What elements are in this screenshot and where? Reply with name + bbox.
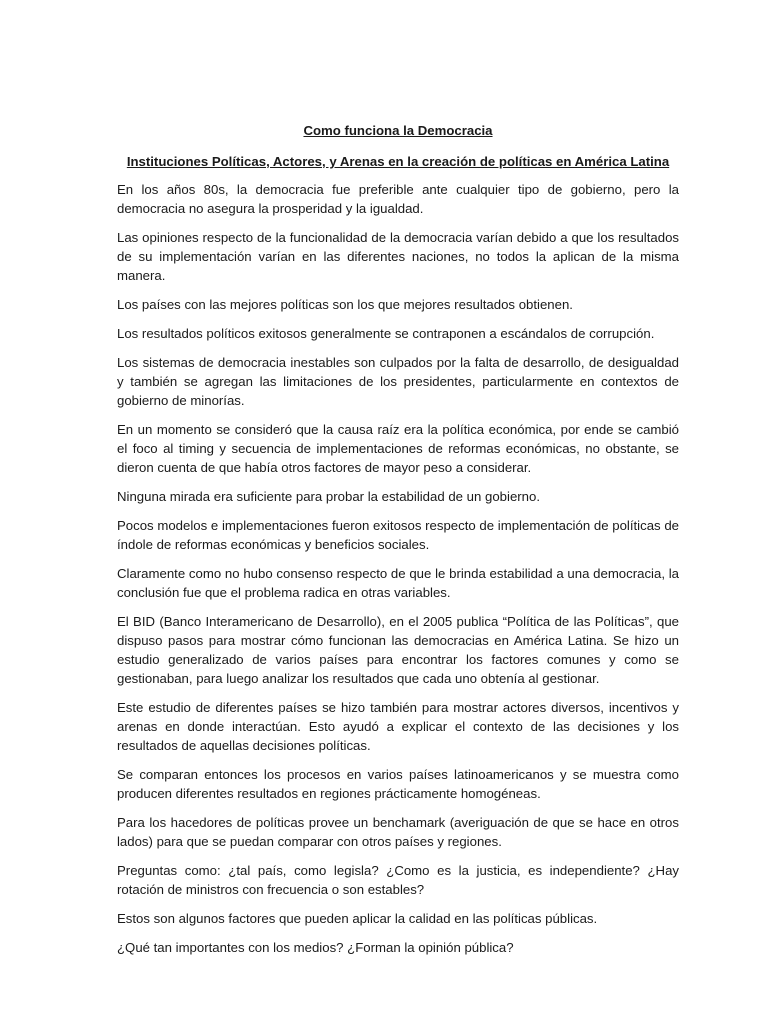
paragraph: Para los hacedores de políticas provee un benchamark (averiguación de que se hace en otros lados) para que se puedan comparar con otros países y regiones. [117,815,679,849]
document-body [117,121,679,967]
paragraph: Los países con las mejores políticas son los que mejores resultados obtienen. [117,297,573,312]
paragraph: Se comparan entonces los procesos en varios países latinoamericanos y se muestra como producen diferentes resultados en regiones prácticamente homogéneas. [117,767,679,801]
paragraph: ¿Qué tan importantes con los medios? ¿Forman la opinión pública? [117,940,514,955]
paragraph: En un momento se consideró que la causa raíz era la política económica, por ende se cambió el foco al timing y secuencia de implementaciones de reformas económicas, no obstante, se dieron cuenta de que había otros factores de mayor peso a considerar. [117,422,679,475]
document-title: Como funciona la Democracia [303,123,493,138]
paragraph: Ninguna mirada era suficiente para probar la estabilidad de un gobierno. [117,489,541,504]
paragraph: Los sistemas de democracia inestables son culpados por la falta de desarrollo, de desigualdad y también se agregan las limitaciones de los presidentes, particularmente en contextos de gobierno de minorías. [117,355,679,408]
paragraph: En los años 80s, la democracia fue preferible ante cualquier tipo de gobierno, pero la democracia no asegura la prosperidad y la igualdad. [117,182,679,216]
paragraph: El BID (Banco Interamericano de Desarrollo), en el 2005 publica “Política de las Políticas”, que dispuso pasos para mostrar cómo funcionan las democracias en América Latina. Se hizo un estudio generalizado de varios países para encontrar los factores comunes y como se gestionaban, para luego analizar los resultados que cada uno obtenía al gestionar. [117,614,679,686]
paragraph: Estos son algunos factores que pueden aplicar la calidad en las políticas públicas. [117,911,598,926]
paragraph: Este estudio de diferentes países se hizo también para mostrar actores diversos, incentivos y arenas en donde interactúan. Esto ayudó a explicar el contexto de las decisiones y los resultados de aquellas decisiones políticas. [117,700,679,753]
document-subtitle: Instituciones Políticas, Actores, y Arenas en la creación de políticas en América Latina [126,154,670,169]
paragraph: Pocos modelos e implementaciones fueron exitosos respecto de implementación de políticas de índole de reformas económicas y beneficios sociales. [117,518,679,552]
paragraph: Las opiniones respecto de la funcionalidad de la democracia varían debido a que los resultados de su implementación varían en las diferentes naciones, no todos la aplican de la misma manera. [117,230,679,283]
paragraph: Preguntas como: ¿tal país, como legisla? ¿Como es la justicia, es independiente? ¿Hay rotación de ministros con frecuencia o son estables? [117,863,679,897]
paragraph: Los resultados políticos exitosos generalmente se contraponen a escándalos de corrupción. [117,326,655,341]
paragraph: Claramente como no hubo consenso respecto de que le brinda estabilidad a una democracia, la conclusión fue que el problema radica en otras variables. [117,566,679,600]
